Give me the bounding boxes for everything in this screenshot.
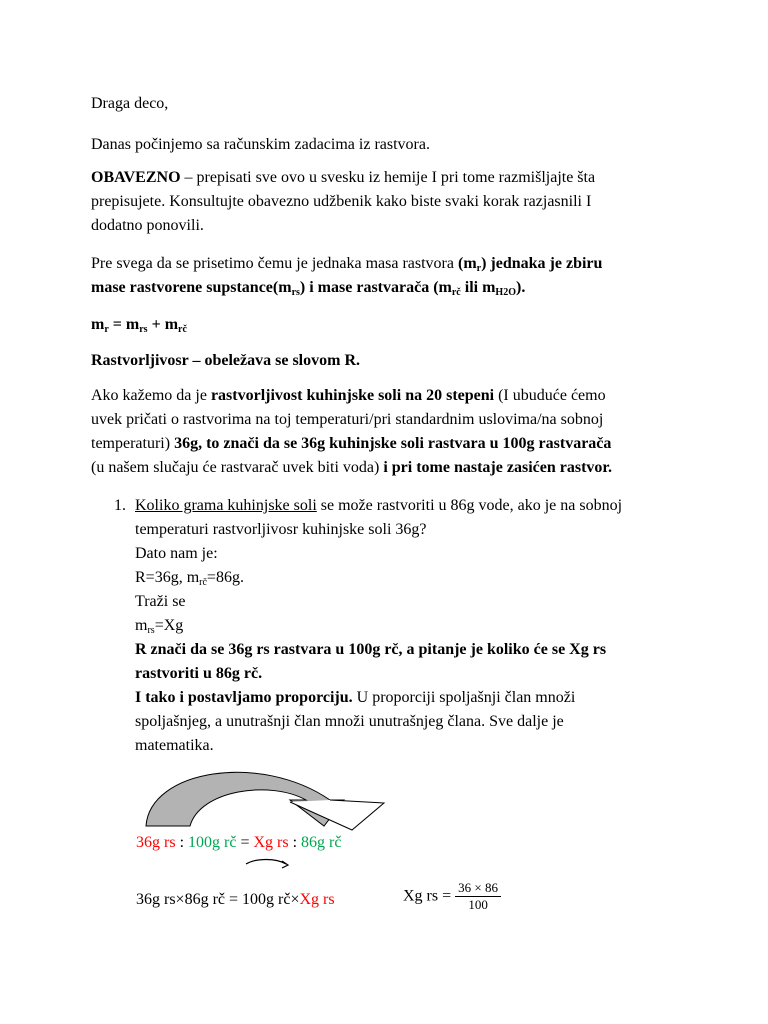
term-36g-rs: 36g rs <box>136 834 176 851</box>
term-86g-rc: 86g rč <box>301 834 342 851</box>
arrow-head <box>290 800 384 830</box>
arrow-gray-band <box>146 772 344 826</box>
greeting: Draga deco, <box>91 95 169 112</box>
task-question-underlined: Koliko grama kuhinjske soli <box>135 497 317 514</box>
product-equation: 36g rs×86g rč = 100g rč×Xg rs <box>136 891 335 908</box>
term-xg-rs: Xg rs <box>253 834 289 851</box>
mass-definition-paragraph: Pre svega da se prisetimo čemu je jednaka masa rastvora $(m_r)$ jednaka je zbiru mase rastvorene $supstance(m_{rs})$ i mase rastvarača ($m_{rč}$ ili $m_{H2O}$). <box>91 255 603 298</box>
term-100g-rc: 100g rč <box>188 834 237 851</box>
obavezno-bold: OBAVEZNO <box>91 169 181 186</box>
fraction-numerator: 36 × 86 <box>455 880 501 897</box>
solubility-definition: Rastvorljivosr – obeležava se slovom R. <box>91 352 360 369</box>
fraction <box>455 880 501 913</box>
fraction-denominator: 100 <box>468 897 488 912</box>
intro-paragraph: Danas počinjemo sa računskim zadacima iz rastvora. <box>91 136 430 153</box>
task-body: Koliko grama kuhinjske soli se može rastvoriti u 86g vode, ako je na sobnoj temperaturi rastvorljivosr kuhinjske soli 36g? Dato nam je: R=36g, $m_{rč}=86g$. Traži se $m_{rs}=Xg$ R znači da se 36g rs rastvara u 100g rč, a pitanje je koliko će se Xg rs rastvoriti u 86g rč. I tako i postavljamo proporciju. U proporciji spoljašnji član množi spoljašnjeg, a unutrašnji član množi unutrašnjeg člana. Sve dalje je matematika. <box>135 497 623 754</box>
proportion-line: 36g rs : 100g rč = Xg rs : 86g rč <box>136 834 342 851</box>
solution-fraction-equation: Xg rs = $\frac{36 \times 86}{100}$ <box>403 880 501 913</box>
solubility-explanation-paragraph: Ako kažemo da je rastvorljivost kuhinjske soli na 20 stepeni (I ubuduće ćemo uvek pričati o rastvorima na toj temperaturi/pri standardnim uslovima/na sobnoj temperaturi) 36g, to znači da se 36g kuhinjske soli rastvara u 100g rastvarača (u našem slučaju će rastvarač uvek biti voda) i pri tome nastaje zasićen rastvor. <box>91 387 613 476</box>
inner-terms-arrow-icon <box>246 860 286 865</box>
task-number: 1. <box>114 497 126 514</box>
mass-formula: $m_r = m_{rs} + m_{rč}$ <box>91 316 187 335</box>
obavezno-paragraph: OBAVEZNO – prepisati sve ovo u svesku iz hemije I pri tome razmišljajte šta prepisujete. Konsultujte obavezno udžbenik kako biste svaki korak razjasnili I dodatno ponovili. <box>91 169 596 234</box>
